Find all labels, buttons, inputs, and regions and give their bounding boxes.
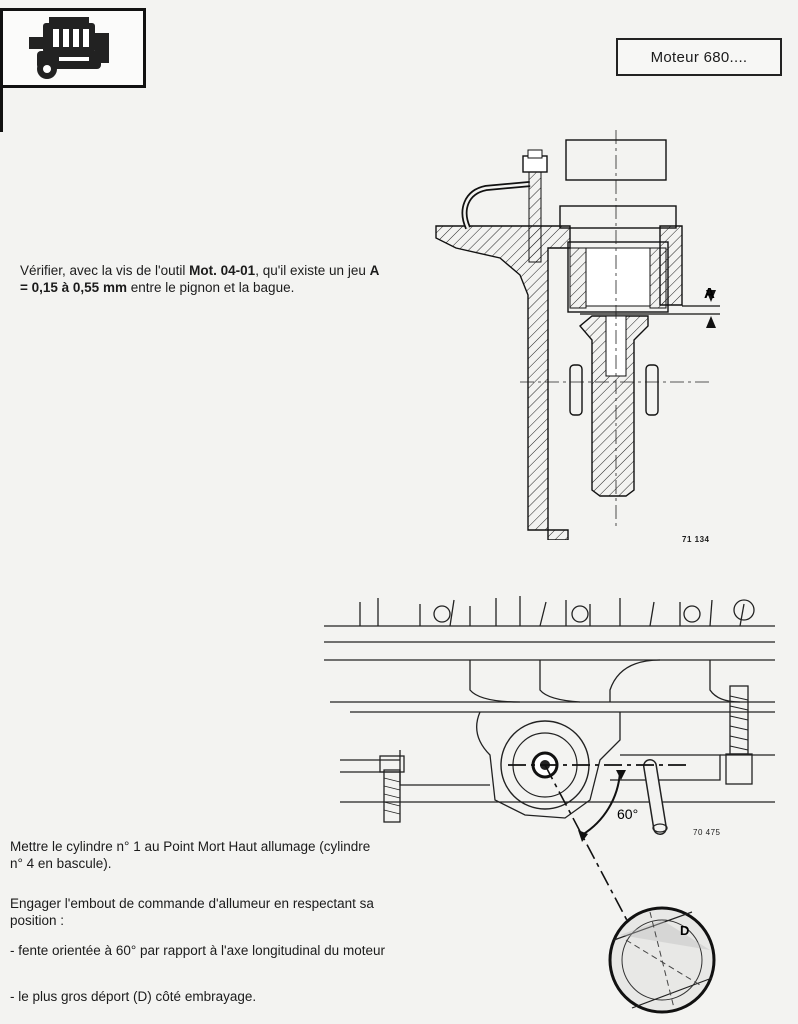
clearance-text-post: entre le pignon et la bague. [126,280,295,295]
offset-label: D [680,923,690,938]
clearance-value: A = 0,15 à 0,55 mm [20,263,379,295]
angle-label: 60° [617,806,639,822]
figure-1-ref: 71 134 [682,535,710,544]
figure-pinion-clearance [420,130,750,540]
dimension-a-label: A [704,285,715,302]
logo-box [0,8,146,88]
engine-icon [3,11,143,85]
clearance-text-pre: Vérifier, avec la vis de l'outil [20,263,190,278]
engine-model-title: Moteur 680.... [616,38,782,76]
bullet-offset-side: - le plus gros déport (D) côté embrayage. [10,989,257,1004]
right-bolt [726,686,752,784]
tdc-instruction: Mettre le cylindre n° 1 au Point Mort Haut allumage (cylindre n° 4 en bascule). [10,839,371,871]
clearance-instruction [20,262,390,296]
clearance-text-mid: , qu'il existe un jeu [255,263,370,278]
logo-rule [0,88,3,132]
bullet-slot-orientation: - fente orientée à 60° par rapport à l'axe longitudinal du moteur [10,943,385,958]
drive-insert-detail [610,908,714,1012]
figure-2-ref: 70 475 [693,828,721,837]
tool-reference: Mot. 04-01 [189,263,256,278]
figure-distributor-drive [320,590,780,1020]
drive-insert-instruction: Engager l'embout de commande d'allumeur en respectant sa position : [10,896,374,928]
